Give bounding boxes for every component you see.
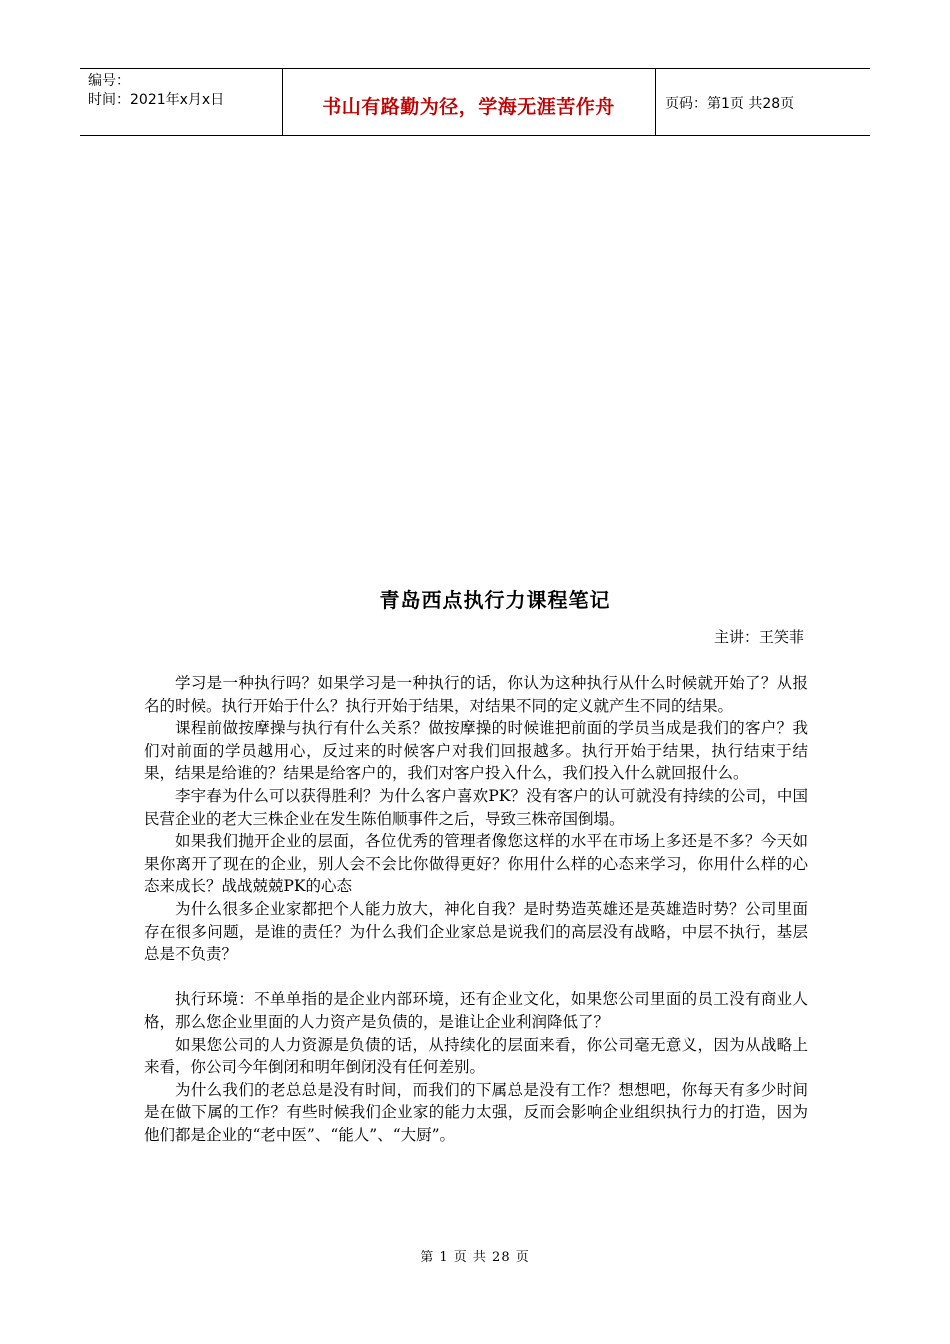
header-meta (88, 72, 224, 110)
paragraph: 为什么很多企业家都把个人能力放大，神化自我？是时势造英雄还是英雄造时势？公司里面存在很多问题，是谁的责任？为什么我们企业家总是说我们的高层没有战略，中层不执行，基层总是不负责？ (144, 899, 808, 964)
document-title: 青岛西点执行力课程笔记 (379, 588, 611, 612)
paragraph: 李宇春为什么可以获得胜利？为什么客户喜欢PK？没有客户的认可就没有持续的公司，中国民营企业的老大三株企业在发生陈伯顺事件之后，导致三株帝国倒塌。 (144, 786, 808, 828)
header-bottom-rule (80, 135, 870, 136)
paragraph: 执行环境：不单单指的是企业内部环境，还有企业文化，如果您公司里面的员工没有商业人格，那么您企业里面的人力资产是负债的，是谁让企业利润降低了？ (144, 990, 808, 1031)
header-top-rule (80, 68, 870, 69)
header-divider-right (655, 68, 656, 135)
paragraph: 为什么我们的老总总是没有时间，而我们的下属总是没有工作？想想吧，你每天有多少时间是在做下属的工作？有些时候我们企业家的能力太强，反而会影响企业组织执行力的打造，因为他们都是企业的“老中医”、“能人”、“大厨”。 (144, 1080, 808, 1144)
header-motto: 书山有路勤为径，学海无涯苦作舟 (322, 96, 615, 118)
lecturer: 主讲：王笑菲 (713, 628, 804, 646)
paragraph: 学习是一种执行吗？如果学习是一种执行的话，你认为这种执行从什么时候就开始了？从报名的时候。执行开始于什么？执行开始于结果，对结果不同的定义就产生不同的结果。 (144, 674, 808, 715)
paragraph: 课程前做按摩操与执行有什么关系？做按摩操的时候谁把前面的学员当成是我们的客户？我们对前面的学员越用心，反过来的时候客户对我们回报越多。执行开始于结果，执行结束于结果，结果是给谁的？结果是给客户的，我们对客户投入什么，我们投入什么就回报什么。 (144, 719, 808, 783)
header-date: 时间：2021年x月x日 (88, 92, 225, 108)
footer-page-number: 第 1 页 共 28 页 (420, 1250, 530, 1265)
header-number: 编号： (88, 73, 130, 89)
document-body (144, 672, 808, 1146)
paragraph-gap (144, 966, 808, 989)
header-page-number: 页码：第1页 共28页 (665, 96, 795, 112)
paragraph: 如果我们抛开企业的层面，各位优秀的管理者像您这样的水平在市场上多还是不多？今天如果你离开了现在的企业，别人会不会比你做得更好？你用什么样的心态来学习，你用什么样的心态来成长？战战兢兢PK的心态 (144, 832, 808, 896)
paragraph: 如果您公司的人力资源是负债的话，从持续化的层面来看，你公司毫无意义，因为从战略上来看，你公司今年倒闭和明年倒闭没有任何差别。 (144, 1035, 808, 1077)
